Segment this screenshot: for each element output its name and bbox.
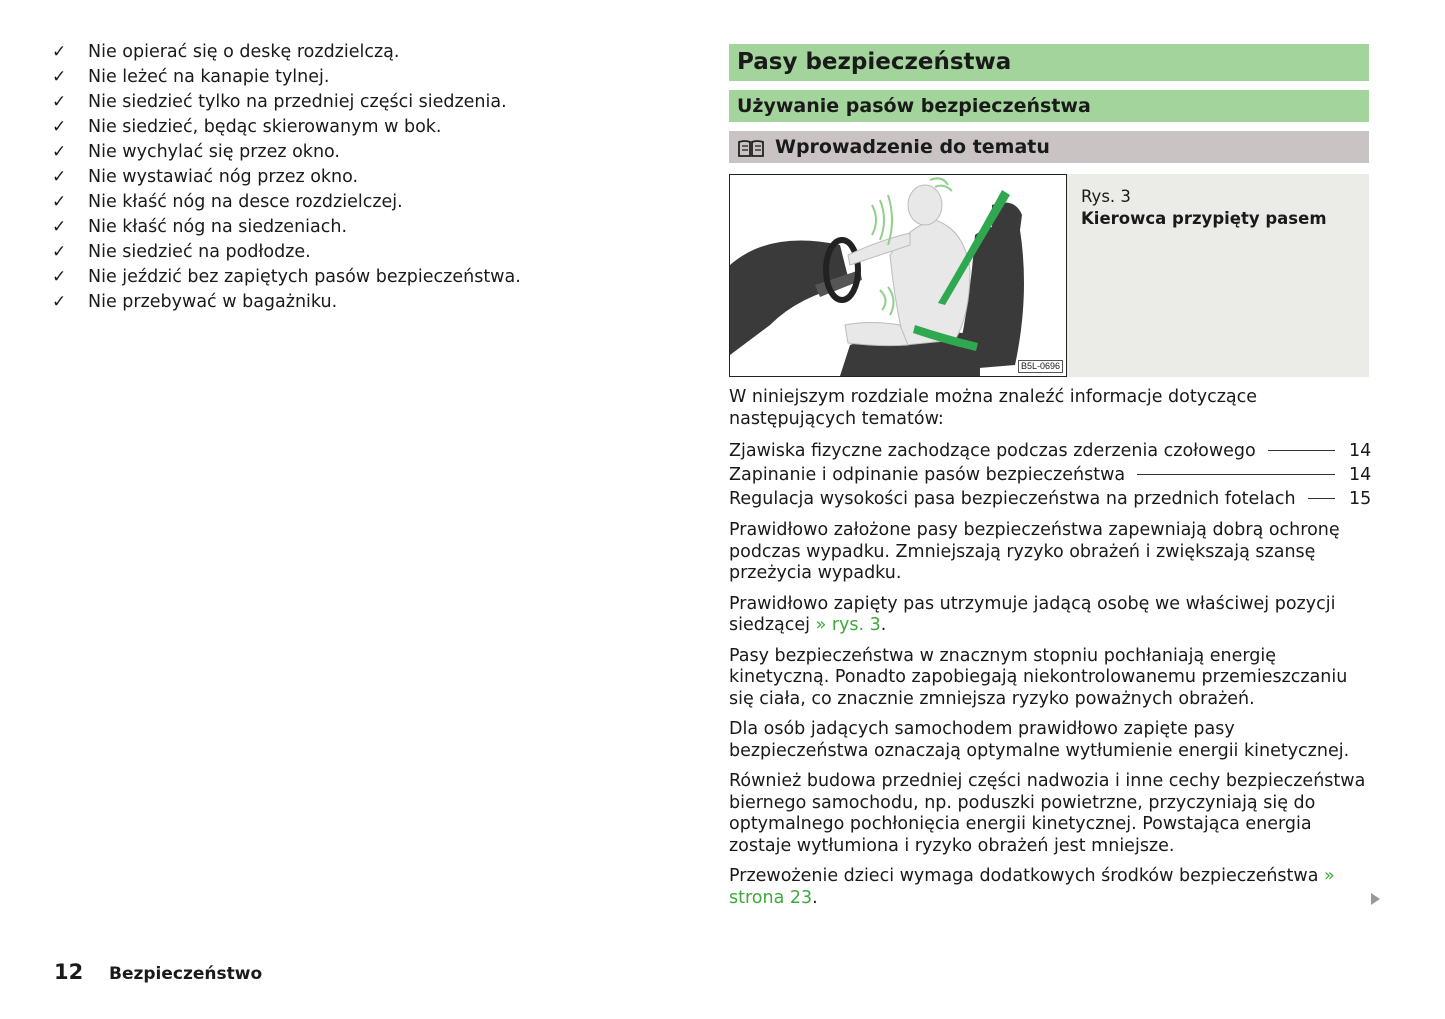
figure-code: B5L-0696 — [1018, 360, 1063, 373]
figure-reference-link[interactable]: » rys. 3 — [815, 615, 881, 635]
checkmark-icon: ✓ — [52, 117, 67, 137]
checklist-item — [52, 140, 521, 165]
checklist-text: Nie opierać się o deskę rozdzielczą. — [88, 42, 400, 62]
topic-page: 14 — [1349, 441, 1372, 461]
checklist-item — [52, 240, 521, 265]
topic-page: 15 — [1349, 489, 1372, 509]
figure-title: Kierowca przypięty pasem — [1081, 209, 1327, 228]
body-paragraph — [729, 594, 1369, 637]
checklist-text: Nie jeździć bez zapiętych pasów bezpieczeństwa. — [88, 267, 521, 287]
checkmark-icon: ✓ — [52, 217, 67, 237]
checklist-text: Nie kłaść nóg na desce rozdzielczej. — [88, 192, 403, 212]
safety-checklist — [52, 40, 521, 315]
book-icon — [737, 137, 765, 157]
topic-row[interactable] — [729, 463, 1372, 487]
checkmark-icon: ✓ — [52, 292, 67, 312]
checklist-text: Nie wystawiać nóg przez okno. — [88, 167, 359, 187]
page-reference-link[interactable]: » strona 23 — [729, 866, 1335, 908]
topic-row[interactable] — [729, 487, 1372, 511]
checklist-item — [52, 40, 521, 65]
paragraph-end: . — [812, 887, 818, 908]
section-name: Bezpieczeństwo — [109, 964, 263, 984]
checkmark-icon: ✓ — [52, 167, 67, 187]
body-paragraph — [729, 866, 1369, 909]
checklist-item — [52, 115, 521, 140]
figure-caption — [1067, 174, 1327, 377]
checkmark-icon: ✓ — [52, 142, 67, 162]
checklist-text: Nie siedzieć tylko na przedniej części siedzenia. — [88, 92, 507, 112]
checkmark-icon: ✓ — [52, 67, 67, 87]
intro-paragraph: W niniejszym rozdziale można znaleźć informacje dotyczące następujących tematów: — [729, 387, 1258, 429]
intro-heading — [729, 131, 1369, 163]
topic-label: Zjawiska fizyczne zachodzące podczas zderzenia czołowego — [729, 441, 1256, 461]
body-paragraph: Pasy bezpieczeństwa w znacznym stopniu pochłaniają energię kinetyczną. Ponadto zapobiegają niekontrolowanemu przemieszczaniu się ciała, co znacznie zmniejsza ryzyko poważnych obrażeń. — [729, 645, 1348, 709]
checkmark-icon: ✓ — [52, 242, 67, 262]
leader-line — [1308, 498, 1335, 499]
checkmark-icon: ✓ — [52, 192, 67, 212]
checkmark-icon: ✓ — [52, 92, 67, 112]
page-number: 12 — [54, 960, 84, 984]
topic-list — [729, 439, 1372, 511]
checklist-item — [52, 190, 521, 215]
checklist-item — [52, 65, 521, 90]
subsection-heading: Używanie pasów bezpieczeństwa — [729, 90, 1369, 122]
checklist-item — [52, 90, 521, 115]
topic-label: Regulacja wysokości pasa bezpieczeństwa na przednich fotelach — [729, 489, 1296, 509]
checklist-text: Nie wychylać się przez okno. — [88, 142, 340, 162]
checkmark-icon: ✓ — [52, 267, 67, 287]
checklist-item — [52, 215, 521, 240]
paragraph-text: Przewożenie dzieci wymaga dodatkowych środków bezpieczeństwa — [729, 866, 1324, 886]
figure-block — [729, 174, 1369, 377]
paragraph-text: Prawidłowo zapięty pas utrzymuje jadącą osobę we właściwej pozycji siedzącej — [729, 593, 1336, 635]
body-paragraph: Prawidłowo założone pasy bezpieczeństwa zapewniają dobrą ochronę podczas wypadku. Zmniejszają ryzyko obrażeń i zwiększają szansę przeżycia wypadku. — [729, 520, 1340, 583]
paragraph-end: . — [880, 615, 887, 635]
leader-line — [1268, 450, 1335, 451]
body-paragraph: Dla osób jadących samochodem prawidłowo zapięte pasy bezpieczeństwa oznaczają optymalne wytłumienie energii kinetycznej. — [729, 719, 1350, 761]
checklist-text: Nie leżeć na kanapie tylnej. — [88, 67, 330, 87]
body-paragraph: Również budowa przedniej części nadwozia i inne cechy bezpieczeństwa biernego samochodu, np. poduszki powietrzne, przyczyniają się do optymalnego pochłonięcia energii kinetycznej. Powstająca energia zostaje wytłumiona i ryzyko obrażeń jest mniejsze. — [729, 771, 1366, 856]
section-heading: Pasy bezpieczeństwa — [729, 44, 1369, 81]
continue-arrow-icon — [1371, 893, 1380, 905]
topic-label: Zapinanie i odpinanie pasów bezpieczeństwa — [729, 465, 1126, 485]
checklist-item — [52, 165, 521, 190]
checklist-text: Nie kłaść nóg na siedzeniach. — [88, 217, 348, 237]
intro-heading-text: Wprowadzenie do tematu — [775, 136, 1050, 158]
topic-row[interactable] — [729, 439, 1372, 463]
checklist-text: Nie przebywać w bagażniku. — [88, 292, 338, 312]
topic-page: 14 — [1349, 465, 1372, 485]
page-footer — [54, 960, 262, 984]
checklist-item — [52, 290, 521, 315]
checkmark-icon: ✓ — [52, 42, 67, 62]
checklist-text: Nie siedzieć na podłodze. — [88, 242, 311, 262]
figure-label: Rys. 3 — [1081, 187, 1131, 206]
right-column — [729, 44, 1372, 909]
leader-line — [1137, 474, 1335, 475]
checklist-text: Nie siedzieć, będąc skierowanym w bok. — [88, 117, 442, 137]
driver-belt-illustration — [729, 174, 1067, 377]
checklist-item — [52, 265, 521, 290]
